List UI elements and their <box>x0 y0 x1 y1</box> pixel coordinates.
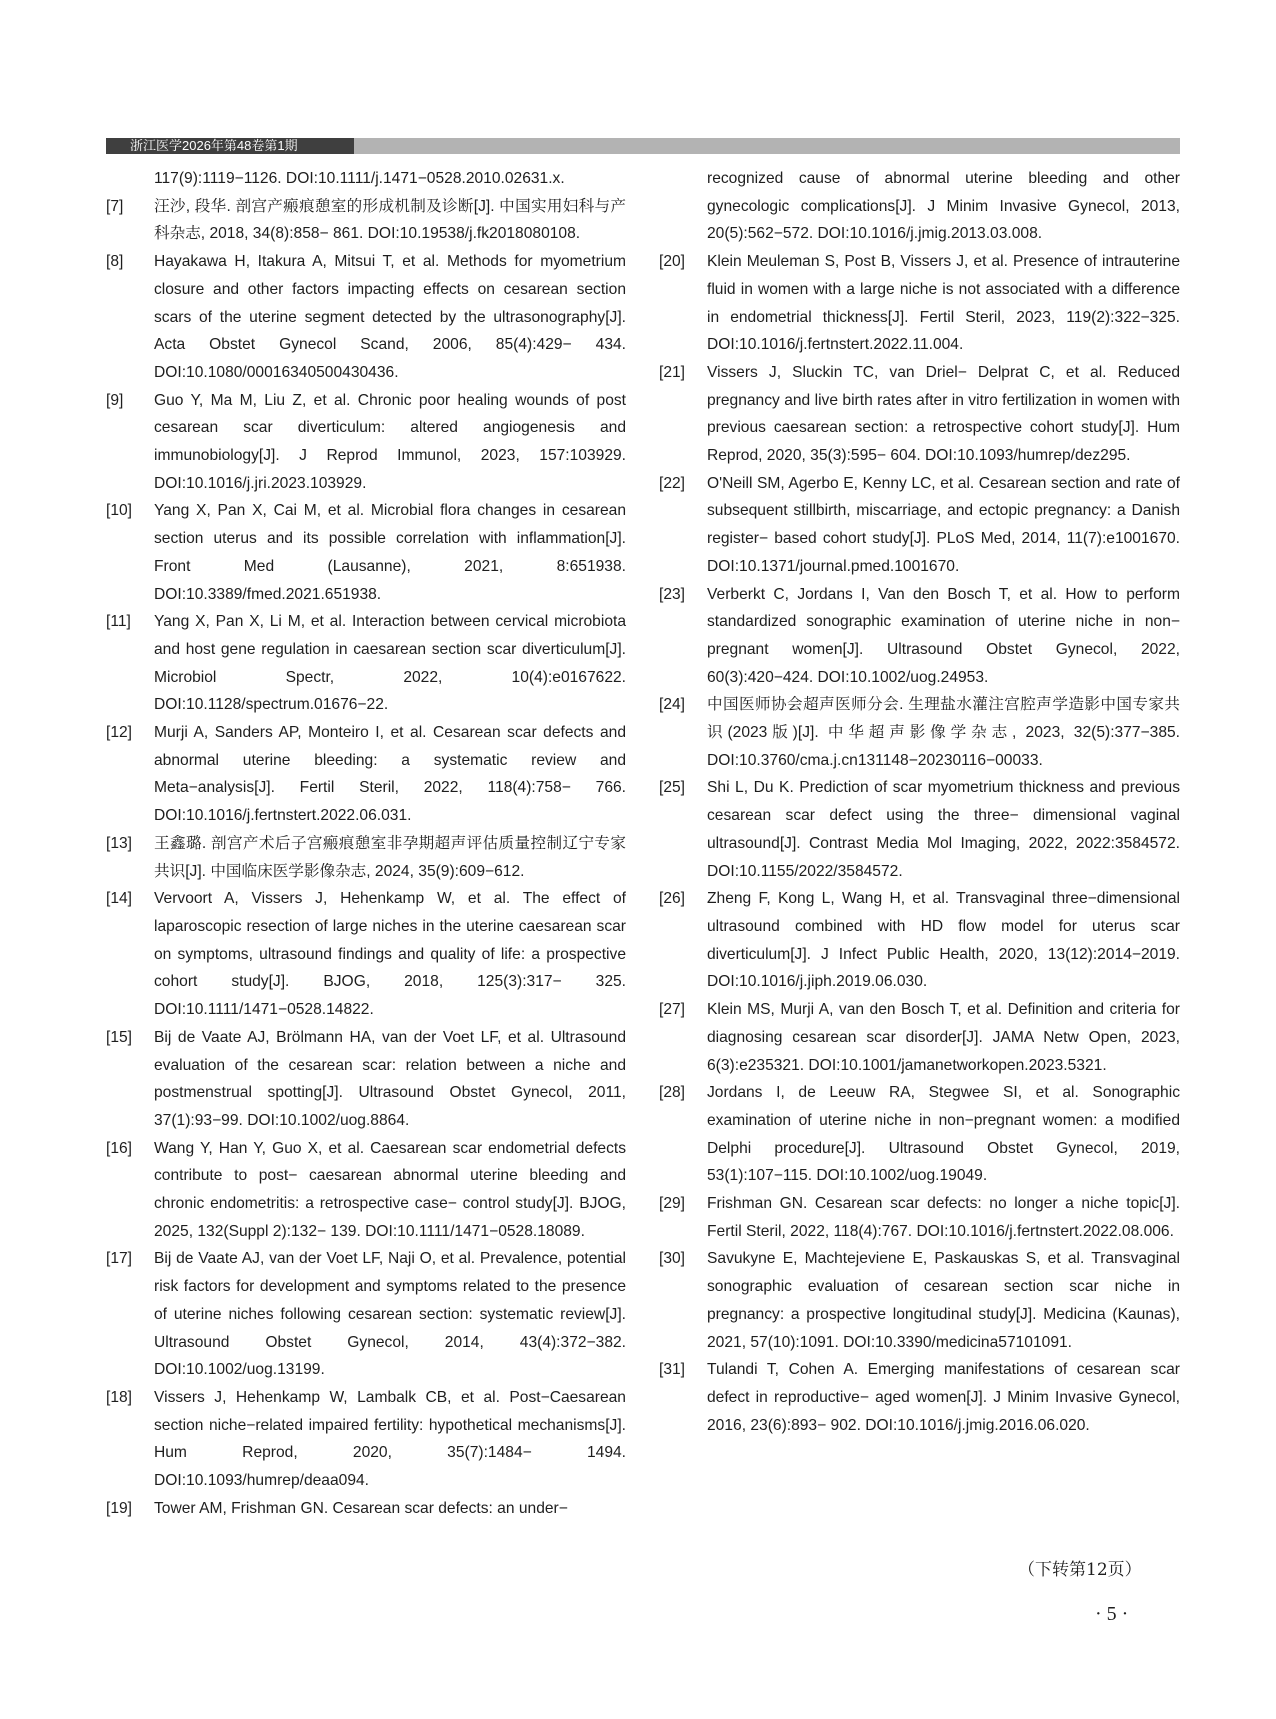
reference-number: [21] <box>659 363 686 381</box>
reference-text: Hayakawa H, Itakura A, Mitsui T, et al. Methods for myometrium closure and other factors impacting effects on cesarean section scars of the uterine segment detected by the ultrasonography[J]. Acta Obstet Gynecol Scand, 2006, 85(4):429− 434. DOI:10.1080/00016340500430436. <box>154 253 626 381</box>
right-column <box>659 165 1180 1439</box>
reference-item <box>659 1356 1180 1439</box>
reference-text: Tulandi T, Cohen A. Emerging manifestations of cesarean scar defect in reproductive− aged women[J]. J Minim Invasive Gynecol, 2016, 23(6):893− 902. DOI:10.1016/j.jmig.2016.06.020. <box>707 1361 1180 1434</box>
reference-number: [12] <box>106 724 133 742</box>
reference-item <box>659 581 1180 692</box>
reference-number: [10] <box>106 502 133 520</box>
reference-item <box>106 1024 626 1135</box>
page-number: · 5 · <box>1095 1603 1129 1625</box>
reference-number: [19] <box>106 1499 133 1517</box>
reference-item <box>106 248 626 387</box>
reference-text: Yang X, Pan X, Li M, et al. Interaction between cervical microbiota and host gene regulation in caesarean section scar diverticulum[J]. Microbiol Spectr, 2022, 10(4):e0167622. DOI:10.1128/spectrum.01676−22. <box>154 613 626 714</box>
reference-item <box>106 1245 626 1384</box>
reference-continuation: 117(9):1119−1126. DOI:10.1111/j.1471−0528.2010.02631.x. <box>154 170 565 187</box>
reference-number: [27] <box>659 1001 686 1019</box>
reference-number: [7] <box>106 197 124 215</box>
reference-item <box>106 719 626 830</box>
reference-item <box>106 1384 626 1495</box>
journal-header-label: 浙江医学2026年第48卷第1期 <box>106 138 354 154</box>
reference-number: [20] <box>659 253 686 271</box>
reference-text: Jordans I, de Leeuw RA, Stegwee SI, et al. Sonographic examination of uterine niche in non−pregnant women: a modified Delphi procedure[J]. Ultrasound Obstet Gynecol, 2019, 53(1):107−115. DOI:10.1002/uog.19049. <box>707 1084 1180 1185</box>
reference-number: [22] <box>659 474 686 492</box>
reference-item <box>659 1245 1180 1356</box>
reference-text: Yang X, Pan X, Cai M, et al. Microbial flora changes in cesarean section uterus and its possible correlation with inflammation[J]. Front Med (Lausanne), 2021, 8:651938. DOI:10.3389/fmed.2021.651938. <box>154 502 626 603</box>
reference-item <box>659 1190 1180 1245</box>
reference-text: Shi L, Du K. Prediction of scar myometrium thickness and previous cesarean scar defect using the three− dimensional vaginal ultrasound[J]. Contrast Media Mol Imaging, 2022, 2022:3584572. DOI:10.1155/2022/3584572. <box>707 779 1180 880</box>
reference-number: [9] <box>106 391 124 409</box>
reference-text: 汪沙, 段华. 剖宫产瘢痕憩室的形成机制及诊断[J]. 中国实用妇科与产科杂志, 2018, 34(8):858− 861. DOI:10.19538/j.fk2018080108. <box>154 197 626 243</box>
reference-text: Klein MS, Murji A, van den Bosch T, et al. Definition and criteria for diagnosing cesarean scar disorder[J]. JAMA Netw Open, 2023, 6(3):e235321. DOI:10.1001/jamanetworkopen.2023.5321. <box>707 1001 1180 1074</box>
reference-text: 中国医师协会超声医师分会. 生理盐水灌注宫腔声学造影中国专家共识(2023版)[J]. 中华超声影像学杂志, 2023, 32(5):377−385. DOI:10.3760/cma.j.cn131148−20230116−00033. <box>707 696 1180 769</box>
reference-number: [26] <box>659 890 686 908</box>
reference-number: [8] <box>106 253 124 271</box>
reference-text: Vissers J, Sluckin TC, van Driel− Delprat C, et al. Reduced pregnancy and live birth rates after in vitro fertilization in women with previous caesarean section: a retrospective cohort study[J]. Hum Reprod, 2020, 35(3):595− 604. DOI:10.1093/humrep/dez295. <box>707 363 1180 465</box>
reference-item <box>659 691 1180 774</box>
reference-item <box>106 193 626 248</box>
reference-text: O'Neill SM, Agerbo E, Kenny LC, et al. Cesarean section and rate of subsequent stillbirth, miscarriage, and ectopic pregnancy: a Danish register− based cohort study[J]. PLoS Med, 2014, 11(7):e1001670. DOI:10.1371/journal.pmed.1001670. <box>707 474 1180 575</box>
reference-item <box>106 1135 626 1246</box>
reference-item <box>106 387 626 498</box>
reference-item <box>659 359 1180 470</box>
reference-item <box>106 497 626 608</box>
reference-number: [13] <box>106 834 133 852</box>
reference-text: Vervoort A, Vissers J, Hehenkamp W, et al. The effect of laparoscopic resection of large niches in the uterine caesarean scar on symptoms, ultrasound findings and quality of life: a prospective cohort study[J]. BJOG, 2018, 125(3):317− 325. DOI:10.1111/1471−0528.14822. <box>154 890 626 1019</box>
reference-text: Klein Meuleman S, Post B, Vissers J, et al. Presence of intrauterine fluid in women with a large niche is not associated with a difference in endometrial thickness[J]. Fertil Steril, 2023, 119(2):322−325. DOI:10.1016/j.fertnstert.2022.11.004. <box>707 253 1180 354</box>
reference-item <box>106 830 626 885</box>
reference-number: [23] <box>659 585 686 603</box>
reference-item <box>659 996 1180 1079</box>
continued-note: （下转第12页） <box>1018 1560 1142 1580</box>
reference-text: Vissers J, Hehenkamp W, Lambalk CB, et al. Post−Caesarean section niche−related impaired fertility: hypothetical mechanisms[J]. Hum Reprod, 2020, 35(7):1484− 1494. DOI:10.1093/humrep/deaa094. <box>154 1388 626 1490</box>
reference-item <box>106 885 626 1024</box>
reference-continuation: recognized cause of abnormal uterine bleeding and other gynecologic complications[J]. J Minim Invasive Gynecol, 2013, 20(5):562−572. DOI:10.1016/j.jmig.2013.03.008. <box>707 170 1180 243</box>
reference-number: [31] <box>659 1361 686 1379</box>
reference-item <box>659 1079 1180 1190</box>
reference-item <box>659 885 1180 996</box>
reference-number: [29] <box>659 1195 686 1213</box>
reference-number: [30] <box>659 1250 686 1268</box>
reference-number: [11] <box>106 613 131 631</box>
reference-text: Zheng F, Kong L, Wang H, et al. Transvaginal three−dimensional ultrasound combined with HD flow model for uterus scar diverticulum[J]. J Infect Public Health, 2020, 13(12):2014−2019. DOI:10.1016/j.jiph.2019.06.030. <box>707 890 1180 991</box>
reference-text: Guo Y, Ma M, Liu Z, et al. Chronic poor healing wounds of post cesarean scar diverticulum: altered angiogenesis and immunobiology[J]. J Reprod Immunol, 2023, 157:103929. DOI:10.1016/j.jri.2023.103929. <box>154 391 626 492</box>
reference-text: Verberkt C, Jordans I, Van den Bosch T, et al. How to perform standardized sonographic examination of uterine niche in non− pregnant women[J]. Ultrasound Obstet Gynecol, 2022, 60(3):420−424. DOI:10.1002/uog.24953. <box>707 585 1180 686</box>
reference-item <box>659 248 1180 359</box>
reference-text: Savukyne E, Machtejeviene E, Paskauskas S, et al. Transvaginal sonographic evaluation of cesarean section scar niche in pregnancy: a prospective longitudinal study[J]. Medicina (Kaunas), 2021, 57(10):1091. DOI:10.3390/medicina57101091. <box>707 1250 1180 1351</box>
reference-number: [24] <box>659 696 686 714</box>
reference-text: Frishman GN. Cesarean scar defects: no longer a niche topic[J]. Fertil Steril, 2022, 118(4):767. DOI:10.1016/j.fertnstert.2022.08.006. <box>707 1195 1180 1240</box>
reference-item <box>659 470 1180 581</box>
reference-text: Wang Y, Han Y, Guo X, et al. Caesarean scar endometrial defects contribute to post− caesarean abnormal uterine bleeding and chronic endometritis: a retrospective case− control study[J]. BJOG, 2025, 132(Suppl 2):132− 139. DOI:10.1111/1471−0528.18089. <box>154 1139 626 1240</box>
reference-number: [18] <box>106 1388 133 1406</box>
reference-text: Tower AM, Frishman GN. Cesarean scar defects: an under− <box>154 1499 568 1517</box>
reference-number: [14] <box>106 890 133 908</box>
reference-number: [17] <box>106 1250 133 1268</box>
journal-header-bar <box>106 138 1180 154</box>
reference-number: [28] <box>659 1084 686 1102</box>
left-column <box>106 165 626 1522</box>
reference-number: [25] <box>659 779 686 797</box>
reference-item <box>106 608 626 719</box>
reference-item <box>659 774 1180 885</box>
reference-number: [16] <box>106 1139 133 1157</box>
reference-item <box>106 1495 626 1523</box>
reference-text: 王鑫璐. 剖宫产术后子宫瘢痕憩室非孕期超声评估质量控制辽宁专家共识[J]. 中国临床医学影像杂志, 2024, 35(9):609−612. <box>154 834 626 880</box>
reference-text: Murji A, Sanders AP, Monteiro I, et al. Cesarean scar defects and abnormal uterine bleeding: a systematic review and Meta−analysis[J]. Fertil Steril, 2022, 118(4):758− 766. DOI:10.1016/j.fertnstert.2022.06.031. <box>154 724 626 825</box>
reference-text: Bij de Vaate AJ, Brölmann HA, van der Voet LF, et al. Ultrasound evaluation of the cesarean scar: relation between a niche and postmenstrual spotting[J]. Ultrasound Obstet Gynecol, 2011, 37(1):93−99. DOI:10.1002/uog.8864. <box>154 1028 626 1129</box>
reference-number: [15] <box>106 1028 133 1046</box>
reference-text: Bij de Vaate AJ, van der Voet LF, Naji O, et al. Prevalence, potential risk factors for development and symptoms related to the presence of uterine niches following cesarean section: systematic review[J]. Ultrasound Obstet Gynecol, 2014, 43(4):372−382. DOI:10.1002/uog.13199. <box>154 1250 626 1379</box>
